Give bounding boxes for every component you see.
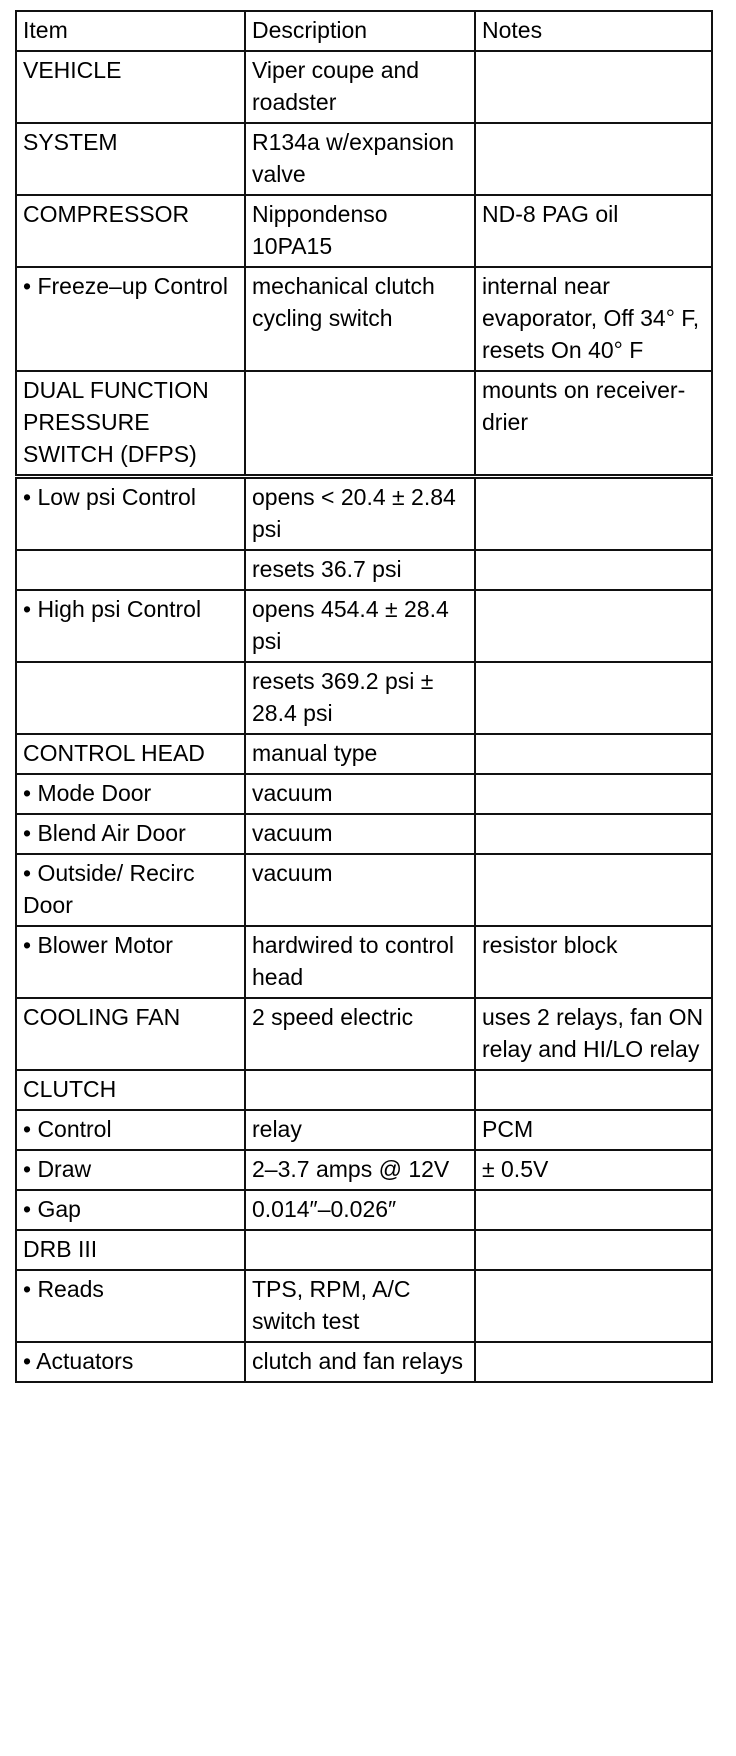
- notes-cell: [475, 1270, 712, 1342]
- table-row: [16, 1110, 712, 1150]
- notes-cell: uses 2 relays, fan ON relay and HI/LO relay: [475, 998, 712, 1070]
- description-cell: 2 speed electric: [245, 998, 475, 1070]
- table-row: [16, 123, 712, 195]
- description-cell: opens < 20.4 ± 2.84 psi: [245, 477, 475, 551]
- item-cell: [16, 550, 245, 590]
- description-cell: opens 454.4 ± 28.4 psi: [245, 590, 475, 662]
- notes-cell: [475, 550, 712, 590]
- description-cell: manual type: [245, 734, 475, 774]
- description-cell: resets 36.7 psi: [245, 550, 475, 590]
- description-cell: Viper coupe and roadster: [245, 51, 475, 123]
- notes-cell: [475, 814, 712, 854]
- description-cell: vacuum: [245, 774, 475, 814]
- table-row: [16, 774, 712, 814]
- table-row: [16, 51, 712, 123]
- notes-cell: [475, 590, 712, 662]
- table-row: [16, 1342, 712, 1382]
- notes-cell: [475, 1070, 712, 1110]
- header-notes: Notes: [475, 11, 712, 51]
- table-row: [16, 477, 712, 551]
- description-cell: [245, 1230, 475, 1270]
- item-cell: COOLING FAN: [16, 998, 245, 1070]
- table-row: [16, 662, 712, 734]
- table-header-row: [16, 11, 712, 51]
- description-cell: R134a w/expansion valve: [245, 123, 475, 195]
- notes-cell: [475, 1342, 712, 1382]
- item-cell: COMPRESSOR: [16, 195, 245, 267]
- table-row: [16, 1150, 712, 1190]
- description-cell: resets 369.2 psi ± 28.4 psi: [245, 662, 475, 734]
- header-item: Item: [16, 11, 245, 51]
- description-cell: vacuum: [245, 814, 475, 854]
- notes-cell: mounts on receiver-drier: [475, 371, 712, 477]
- item-cell: • Control: [16, 1110, 245, 1150]
- item-cell: CLUTCH: [16, 1070, 245, 1110]
- item-cell: [16, 662, 245, 734]
- notes-cell: [475, 1230, 712, 1270]
- table-row: [16, 1270, 712, 1342]
- table-row: [16, 550, 712, 590]
- item-cell: • Outside/ Recirc Door: [16, 854, 245, 926]
- item-cell: CONTROL HEAD: [16, 734, 245, 774]
- ac-specifications-table: [15, 10, 713, 1383]
- description-cell: clutch and fan relays: [245, 1342, 475, 1382]
- item-cell: DUAL FUNCTION PRESSURE SWITCH (DFPS): [16, 371, 245, 477]
- notes-cell: ± 0.5V: [475, 1150, 712, 1190]
- description-cell: relay: [245, 1110, 475, 1150]
- item-cell: VEHICLE: [16, 51, 245, 123]
- table-row: [16, 854, 712, 926]
- table-row: [16, 926, 712, 998]
- description-cell: [245, 371, 475, 477]
- notes-cell: resistor block: [475, 926, 712, 998]
- item-cell: • Mode Door: [16, 774, 245, 814]
- table-row: [16, 371, 712, 477]
- notes-cell: [475, 774, 712, 814]
- notes-cell: [475, 51, 712, 123]
- item-cell: • Freeze–up Control: [16, 267, 245, 371]
- table-row: [16, 1230, 712, 1270]
- table-row: [16, 734, 712, 774]
- item-cell: SYSTEM: [16, 123, 245, 195]
- item-cell: DRB III: [16, 1230, 245, 1270]
- notes-cell: [475, 477, 712, 551]
- description-cell: hardwired to control head: [245, 926, 475, 998]
- description-cell: 2–3.7 amps @ 12V: [245, 1150, 475, 1190]
- notes-cell: PCM: [475, 1110, 712, 1150]
- notes-cell: internal near evaporator, Off 34° F, resets On 40° F: [475, 267, 712, 371]
- description-cell: vacuum: [245, 854, 475, 926]
- spec-sheet: [15, 10, 711, 1383]
- description-cell: [245, 1070, 475, 1110]
- table-row: [16, 1190, 712, 1230]
- description-cell: Nippondenso 10PA15: [245, 195, 475, 267]
- notes-cell: [475, 662, 712, 734]
- item-cell: • Reads: [16, 1270, 245, 1342]
- notes-cell: [475, 854, 712, 926]
- item-cell: • Low psi Control: [16, 477, 245, 551]
- description-cell: TPS, RPM, A/C switch test: [245, 1270, 475, 1342]
- item-cell: • Blower Motor: [16, 926, 245, 998]
- notes-cell: [475, 1190, 712, 1230]
- notes-cell: ND-8 PAG oil: [475, 195, 712, 267]
- item-cell: • Actuators: [16, 1342, 245, 1382]
- table-row: [16, 590, 712, 662]
- table-row: [16, 998, 712, 1070]
- header-description: Description: [245, 11, 475, 51]
- item-cell: • Blend Air Door: [16, 814, 245, 854]
- table-row: [16, 814, 712, 854]
- item-cell: • Gap: [16, 1190, 245, 1230]
- description-cell: 0.014″–0.026″: [245, 1190, 475, 1230]
- notes-cell: [475, 734, 712, 774]
- table-row: [16, 267, 712, 371]
- description-cell: mechanical clutch cycling switch: [245, 267, 475, 371]
- item-cell: • High psi Control: [16, 590, 245, 662]
- item-cell: • Draw: [16, 1150, 245, 1190]
- notes-cell: [475, 123, 712, 195]
- table-row: [16, 195, 712, 267]
- table-row: [16, 1070, 712, 1110]
